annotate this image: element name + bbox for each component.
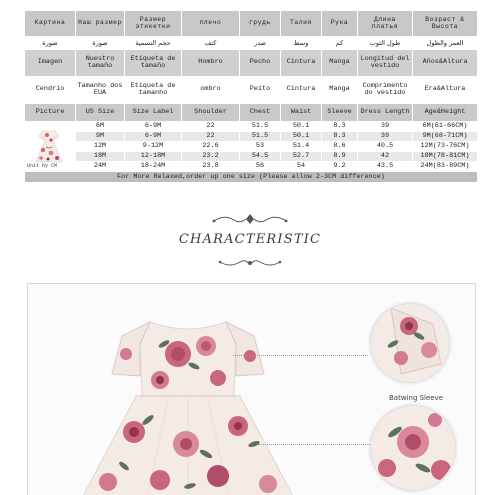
table-cell: 50.1: [281, 132, 322, 142]
table-cell: 43.5: [358, 162, 413, 172]
size-chart-table: [24, 10, 478, 183]
header-cell: Cintura: [281, 50, 322, 77]
product-feature-panel: [27, 283, 476, 495]
size-advice-row: [25, 172, 478, 183]
header-cell: Hombro: [182, 50, 240, 77]
header-cell: Tamanho dos EUA: [76, 77, 125, 104]
table-cell: 9-12M: [125, 142, 182, 152]
table-row: [25, 122, 478, 132]
table-cell: 9M: [76, 132, 125, 142]
section-title: CHARACTERISTIC: [178, 232, 322, 247]
header-cell: Etiqueta de tamaño: [125, 50, 182, 77]
header-cell: грудь: [240, 11, 281, 37]
table-cell: 12M: [76, 142, 125, 152]
table-cell: 6M(61-66CM): [413, 122, 478, 132]
ornament-flourish-icon: [210, 212, 290, 226]
header-cell: ombro: [182, 77, 240, 104]
header-cell: Etiqueta de tamanho: [125, 77, 182, 104]
table-cell: 50.1: [281, 122, 322, 132]
callout-line: [258, 444, 370, 445]
header-cell: كتف: [182, 37, 240, 50]
header-cell: Возраст & Высота: [413, 11, 478, 37]
unit-caption: Unit by CM: [27, 162, 58, 169]
table-cell: 23.2: [182, 152, 240, 162]
table-cell: 42: [358, 152, 413, 162]
sleeve-detail-zoom: [371, 304, 449, 382]
table-cell: 8.3: [322, 122, 358, 132]
table-cell: 8.3: [322, 132, 358, 142]
header-cell: Años&Altura: [413, 50, 478, 77]
header-cell: صورة: [25, 37, 76, 50]
header-cell: Nuestro tamaño: [76, 50, 125, 77]
header-cell: Sleeve: [322, 104, 358, 122]
header-cell: Cintura: [281, 77, 322, 104]
header-row-english: [25, 104, 478, 122]
table-cell: 51.4: [281, 142, 322, 152]
header-row-arabic: [25, 37, 478, 50]
table-cell: 8.6: [322, 142, 358, 152]
table-cell: 54: [281, 162, 322, 172]
table-cell: 39: [358, 132, 413, 142]
header-cell: Длина платья: [358, 11, 413, 37]
table-cell: 9M(68-71CM): [413, 132, 478, 142]
table-cell: 22.6: [182, 142, 240, 152]
table-cell: 8.9: [322, 152, 358, 162]
header-cell: صورة: [76, 37, 125, 50]
table-row: [25, 142, 478, 152]
table-cell: 39: [358, 122, 413, 132]
table-cell: 18M(78-81CM): [413, 152, 478, 162]
table-cell: 22: [182, 122, 240, 132]
table-cell: 6M: [76, 122, 125, 132]
header-cell: Dress Length: [358, 104, 413, 122]
dress-thumbnail: [29, 125, 69, 165]
table-cell: 51.5: [240, 122, 281, 132]
header-cell: Размер этикетки: [125, 11, 182, 37]
table-row: [25, 162, 478, 172]
table-row: [25, 152, 478, 162]
table-cell: 40.5: [358, 142, 413, 152]
fabric-detail-zoom: [371, 406, 455, 490]
table-cell: 12M(73-76CM): [413, 142, 478, 152]
header-cell: Cendrio: [25, 77, 76, 104]
table-cell: 52.7: [281, 152, 322, 162]
header-cell: Waist: [281, 104, 322, 122]
callout-line: [233, 355, 368, 356]
header-cell: Chest: [240, 104, 281, 122]
header-cell: плечо: [182, 11, 240, 37]
table-cell: 53: [240, 142, 281, 152]
header-cell: Longitud del vestido: [358, 50, 413, 77]
header-cell: US Size: [76, 104, 125, 122]
header-cell: وسط: [281, 37, 322, 50]
header-cell: Comprimento do vestido: [358, 77, 413, 104]
table-cell: 6-9M: [125, 132, 182, 142]
floral-dress-image: [78, 304, 298, 495]
header-cell: Manga: [322, 77, 358, 104]
table-cell: 18M: [76, 152, 125, 162]
header-cell: Size Label: [125, 104, 182, 122]
size-advice-note: For More Relaxed,order up one size (Please allow 2-3CM difference): [25, 172, 478, 183]
batwing-sleeve-label: Batwing Sleeve: [389, 394, 444, 402]
table-cell: 23.8: [182, 162, 240, 172]
table-cell: 54.5: [240, 152, 281, 162]
table-cell: 18-24M: [125, 162, 182, 172]
header-cell: Picture: [25, 104, 76, 122]
header-cell: Manga: [322, 50, 358, 77]
header-cell: صدر: [240, 37, 281, 50]
table-cell: 24M(83-89CM): [413, 162, 478, 172]
header-row-portuguese: [25, 77, 478, 104]
header-cell: Era&Altura: [413, 77, 478, 104]
table-cell: 22: [182, 132, 240, 142]
header-row-russian: [25, 11, 478, 37]
header-cell: Age&Height: [413, 104, 478, 122]
header-cell: Imagen: [25, 50, 76, 77]
header-cell: Талия: [281, 11, 322, 37]
header-cell: Pecho: [240, 50, 281, 77]
table-cell: 9.2: [322, 162, 358, 172]
header-cell: حجم التسمية: [125, 37, 182, 50]
header-cell: Картина: [25, 11, 76, 37]
table-row: [25, 132, 478, 142]
table-cell: 56: [240, 162, 281, 172]
header-cell: العمر والطول: [413, 37, 478, 50]
dress-thumbnail-cell: [25, 122, 76, 172]
table-cell: 6-9M: [125, 122, 182, 132]
table-cell: 24M: [76, 162, 125, 172]
table-cell: 51.5: [240, 132, 281, 142]
header-cell: Наш размер: [76, 11, 125, 37]
ornament-flourish-icon: [210, 256, 290, 270]
header-cell: كم: [322, 37, 358, 50]
header-cell: Рука: [322, 11, 358, 37]
header-row-spanish: [25, 50, 478, 77]
characteristic-heading: [0, 212, 500, 272]
header-cell: Peito: [240, 77, 281, 104]
table-cell: 12-18M: [125, 152, 182, 162]
header-cell: Shoulder: [182, 104, 240, 122]
header-cell: طول الثوب: [358, 37, 413, 50]
